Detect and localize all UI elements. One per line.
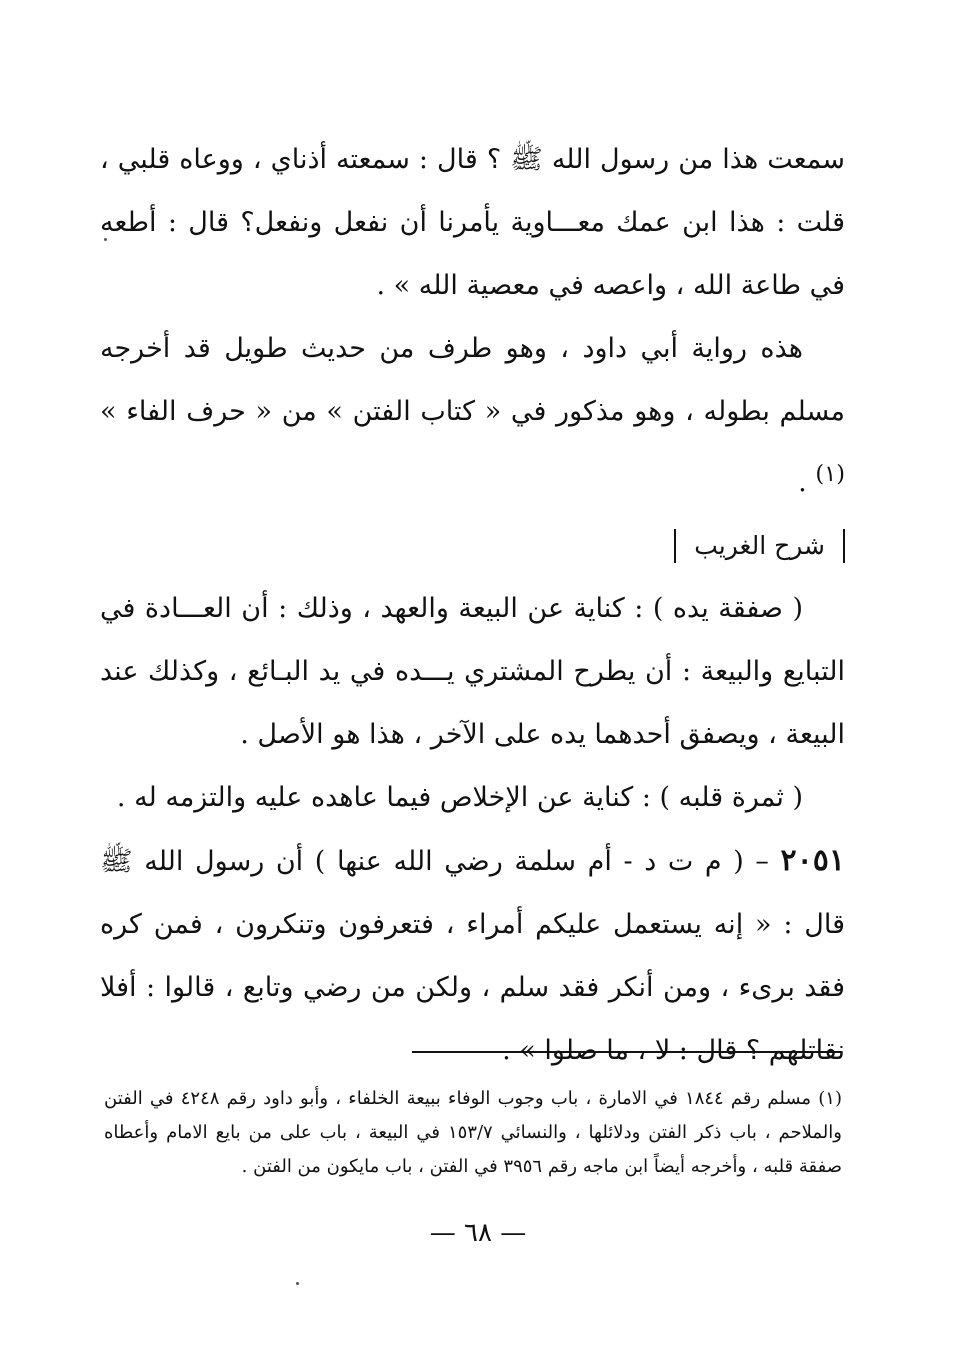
footnote-1: (١) مسلم رقم ١٨٤٤ في الامارة ، باب وجوب الوفاء ببيعة الخلفاء ، وأبو داود رقم ٤٢٤٨ في الفتن والملاحم ، باب ذكر الفتن ودلائلها ، والنسائي ١٥٣/٧ في البيعة ، باب على من بايع الامام وأعطاه صفقة قلبه ، وأخرجه أيضاً ابن ماجه رقم ٣٩٥٦ في الفتن ، باب مايكون من الفتن . <box>104 1088 842 1177</box>
hadith-intro: – ( م ت د - أم سلمة رضي الله عنها ) أن رسول الله ﷺ <box>100 846 769 877</box>
footnotes <box>104 1082 842 1184</box>
section-heading-row <box>100 514 845 577</box>
footnote-divider <box>412 1051 842 1053</box>
page-number: — ٦٨ — <box>429 1218 527 1248</box>
source-note-text: هذه رواية أبي داود ، وهو طرف من حديث طويل قد أخرجه مسلم بطوله ، وهو مذكور في « كتاب الفتن » من « حرف الفاء » <box>100 333 845 427</box>
speck-mark <box>296 1282 299 1285</box>
speck-mark <box>104 238 107 241</box>
paragraph-hadith-end: سمعت هذا من رسول الله ﷺ ؟ قال : سمعته أذناي ، ووعاه قلبي ، قلت : هذا ابن عمك معـــاوية يأمرنا أن نفعل ونفعل؟ قال : أطعه في طاعة الله ، واعصه في معصية الله » . <box>100 144 845 301</box>
footnote-reference: (١) <box>815 461 845 487</box>
main-text <box>100 128 845 1082</box>
hadith-number: ٢٠٥١ <box>780 843 845 878</box>
paragraph-hadith-2051 <box>100 829 845 1082</box>
hadith-body: قال : « إنه يستعمل عليكم أمراء ، فتعرفون وتنكرون ، فمن كره فقد برىء ، ومن أنكر فقد سلم ، ولكن من رضي وتابع ، قالوا : أفلا نقاتلهم ؟ قال : لا ، ما صلوا » . <box>100 909 845 1066</box>
paragraph-gloss-thamara: ( ثمرة قلبه ) : كناية عن الإخلاص فيما عاهده عليه والتزمه له . <box>116 782 803 813</box>
section-heading: شرح الغريب <box>674 529 845 563</box>
paragraph-gloss-safqa: ( صفقة يده ) : كناية عن البيعة والعهد ، وذلك : أن العـــادة في التبايع والبيعة : أن يطرح المشتري يـــده في يد البـائع ، وكذلك عند البيعة ، ويصفق أحدهما يده على الآخر ، هذا هو الأصل . <box>100 593 845 750</box>
paragraph-source-note: هذه رواية أبي داود ، وهو طرف من حديث طويل قد أخرجه مسلم بطوله ، وهو مذكور في « كتاب الفتن » من « حرف الفاء » $^{(١)}$ . <box>100 333 845 498</box>
